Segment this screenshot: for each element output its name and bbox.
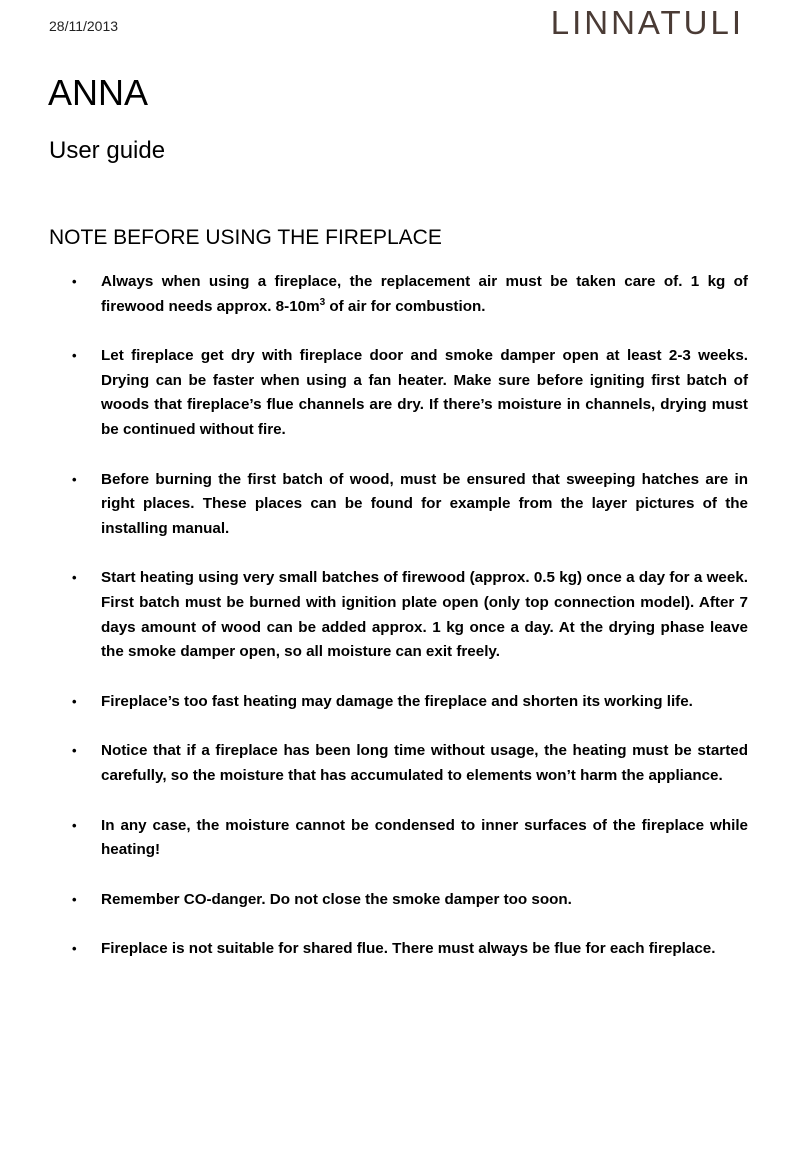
note-item [72, 739, 748, 788]
note-text: In any case, the moisture cannot be condensed to inner surfaces of the fireplace while heating! [101, 816, 748, 859]
bullet-icon: • [72, 348, 77, 364]
note-text: Fireplace is not suitable for shared flue. There must always be flue for each fireplace. [101, 940, 716, 958]
bullet-icon: • [72, 570, 77, 586]
note-item [72, 566, 748, 664]
note-item [72, 344, 748, 442]
bullet-icon: • [72, 891, 77, 907]
document-title: ANNA [48, 72, 149, 113]
note-item [72, 468, 748, 542]
note-text: of air for combustion. [325, 297, 486, 315]
note-item [72, 270, 748, 319]
note-text: Start heating using very small batches of firewood (approx. 0.5 kg) once a day for a week. First batch must be burned with ignition plate open (only top connection model). After 7 days amount of wood can be added approx. 1 kg once a day. At the drying phase leave the smoke damper open, so all moisture can exit freely. [101, 569, 748, 661]
bullet-icon: • [72, 471, 77, 487]
note-text: Let fireplace get dry with fireplace door and smoke damper open at least 2-3 weeks. Drying can be faster when using a fan heater. Make sure before igniting first batch of woods that fireplace’s flue channels are dry. If there’s moisture in channels, drying must be continued without fire. [101, 347, 748, 438]
section-heading: NOTE BEFORE USING THE FIREPLACE [49, 226, 442, 249]
note-item [72, 814, 748, 863]
superscript: 3 [319, 296, 326, 308]
brand-logo: LINNATULI [550, 4, 744, 41]
document-date: 28/11/2013 [49, 18, 119, 34]
note-text: Notice that if a fireplace has been long time without usage, the heating must be started carefully, so the moisture that has accumulated to elements won’t harm the appliance. [101, 742, 748, 784]
bullet-icon: • [72, 693, 77, 709]
note-item [72, 937, 748, 962]
bullet-icon: • [72, 941, 77, 957]
document-subtitle: User guide [49, 137, 166, 164]
note-text: Before burning the first batch of wood, must be ensured that sweeping hatches are in right places. These places can be found for example from the layer pictures of the installing manual. [101, 470, 748, 537]
notes-list [0, 270, 808, 987]
note-text: Always when using a fireplace, the replacement air must be taken care of. 1 kg of firewood needs approx. 8-10m [101, 273, 748, 315]
bullet-icon: • [72, 274, 77, 289]
note-item [72, 690, 748, 715]
bullet-icon: • [72, 743, 77, 759]
note-text: Remember CO-danger. Do not close the smoke damper too soon. [101, 890, 572, 908]
bullet-icon: • [72, 817, 77, 833]
note-item [72, 888, 748, 913]
note-text: Fireplace’s too fast heating may damage the fireplace and shorten its working life. [101, 692, 693, 710]
